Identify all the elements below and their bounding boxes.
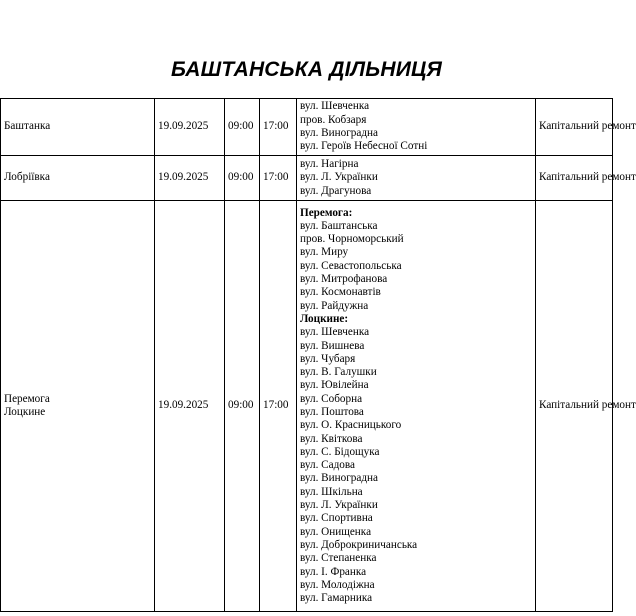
- date-cell: 19.09.2025: [155, 99, 225, 156]
- street-item: вул. Митрофанова: [300, 273, 388, 286]
- street-item: вул. Степаненка: [300, 552, 377, 565]
- street-item: вул. Севастопольська: [300, 259, 402, 272]
- location-name: Баштанка: [4, 120, 51, 133]
- table-row: [1, 156, 613, 201]
- location-cell: [1, 99, 155, 156]
- location-cell: [1, 156, 155, 201]
- street-item: вул. Виноградна: [300, 127, 379, 139]
- street-item: вул. Ювілейна: [300, 379, 369, 392]
- work-type-cell: Капітальний ремонт: [536, 99, 613, 156]
- street-item: вул. Шкільна: [300, 485, 363, 498]
- end-time-cell: 17:00: [260, 156, 297, 201]
- street-item: вул. Спортивна: [300, 512, 373, 525]
- street-item: вул. Вишнева: [300, 339, 365, 352]
- street-item: вул. Чубаря: [300, 352, 356, 365]
- work-type-cell: Капітальний ремонт: [536, 201, 613, 612]
- start-time-cell: 09:00: [225, 156, 260, 201]
- date-cell: 19.09.2025: [155, 156, 225, 201]
- street-item: вул. Нагірна: [300, 158, 359, 171]
- location-name: Лобріївка: [4, 171, 50, 184]
- end-time-cell: 17:00: [260, 201, 297, 612]
- street-item: вул. Гамарника: [300, 592, 373, 605]
- location-name: Перемога: [4, 392, 50, 405]
- street-item: вул. Онищенка: [300, 525, 372, 538]
- street-item: вул. Райдужна: [300, 299, 369, 312]
- street-item: вул. Шевченка: [300, 100, 370, 113]
- location-cell: [1, 201, 155, 612]
- streets-cell: [297, 156, 536, 201]
- table-row: [1, 201, 613, 612]
- page-title: БАШТАНСЬКА ДІЛЬНИЦЯ: [170, 58, 443, 81]
- street-item: вул. Л. Українки: [300, 499, 378, 512]
- streets-cell: [297, 201, 536, 612]
- street-item: пров. Чорноморський: [300, 233, 404, 246]
- street-item: вул. Молодіжна: [300, 578, 375, 591]
- street-item: вул. Баштанська: [300, 219, 378, 232]
- street-item: вул. Доброкриничанська: [300, 538, 418, 551]
- start-time-cell: 09:00: [225, 99, 260, 156]
- street-item: вул. Л. Українки: [300, 171, 378, 184]
- start-time-cell: 09:00: [225, 201, 260, 612]
- work-type-cell: Капітальний ремонт: [536, 156, 613, 201]
- table-row: [1, 99, 613, 156]
- street-item: вул. Космонавтів: [300, 286, 381, 299]
- street-item: вул. І. Франка: [300, 565, 367, 578]
- settlement-group-label: Перемога:: [300, 206, 353, 219]
- location-name: Лоцкине: [4, 406, 46, 418]
- street-item: пров. Кобзаря: [300, 113, 367, 126]
- end-time-cell: 17:00: [260, 99, 297, 156]
- schedule-body: [1, 99, 636, 612]
- date-cell: 19.09.2025: [155, 201, 225, 612]
- street-item: вул. О. Красницького: [300, 419, 402, 432]
- street-item: вул. Миру: [300, 246, 349, 259]
- street-item: вул. Драгунова: [300, 184, 372, 197]
- street-item: вул. Поштова: [300, 406, 364, 418]
- street-item: вул. Героїв Небесної Сотні: [300, 140, 428, 153]
- street-item: вул. Шевченка: [300, 326, 370, 339]
- settlement-group-label: Лоцкине:: [300, 312, 349, 325]
- street-item: вул. Виноградна: [300, 472, 379, 485]
- streets-cell: [297, 99, 536, 156]
- outage-schedule-table: [0, 98, 636, 612]
- street-item: вул. В. Галушки: [300, 366, 377, 379]
- street-item: вул. Соборна: [300, 392, 363, 405]
- street-item: вул. С. Бідощука: [300, 445, 380, 458]
- street-item: вул. Садова: [300, 459, 355, 472]
- street-item: вул. Квіткова: [300, 432, 363, 445]
